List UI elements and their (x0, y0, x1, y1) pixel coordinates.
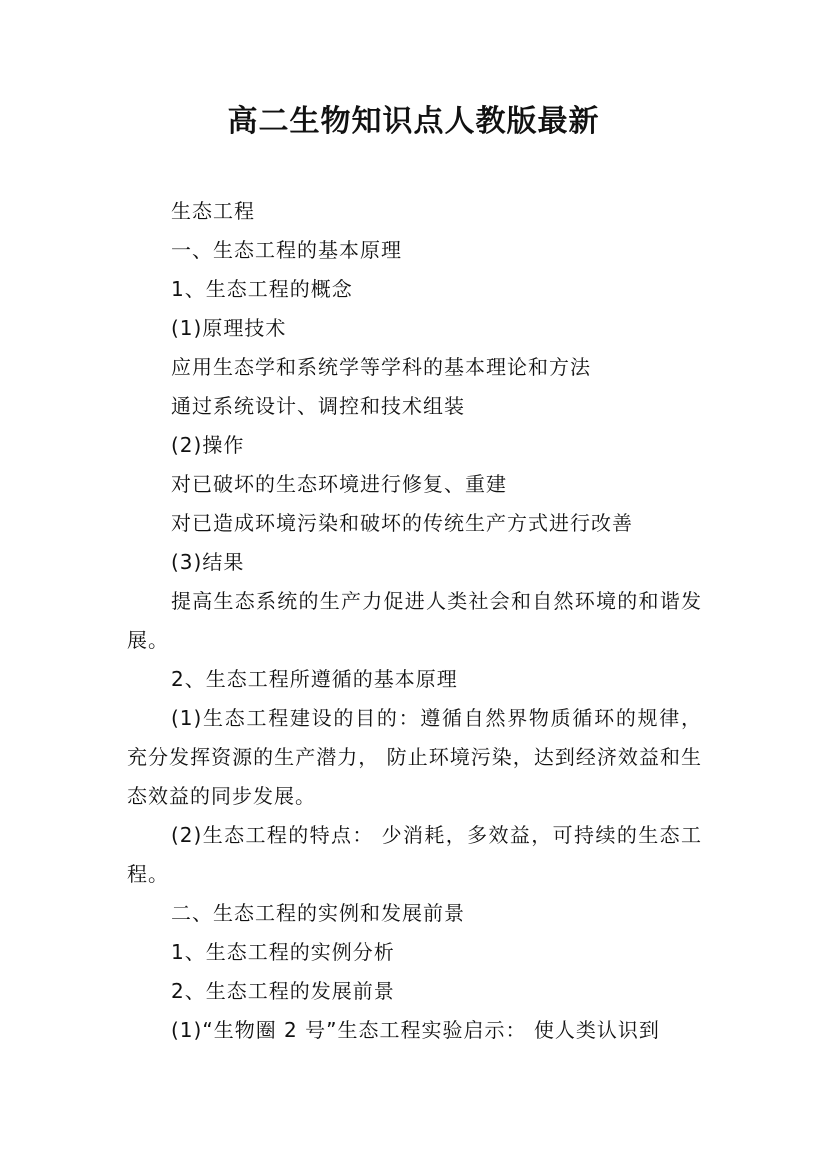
paragraph-subheading-2-2: 2、生态工程的发展前景 (171, 979, 395, 1003)
document-title: 高二生物知识点人教版最新 (227, 104, 600, 139)
paragraph-section-heading: 生态工程 (171, 199, 255, 223)
paragraph-text: 对已造成环境污染和破坏的传统生产方式进行改善 (171, 511, 633, 535)
paragraph-item-2: (2)操作 (171, 433, 245, 457)
paragraph-text: 通过系统设计、调控和技术组装 (171, 394, 465, 418)
paragraph-text: 应用生态学和系统学等学科的基本理论和方法 (171, 355, 591, 379)
paragraph-text: (2)生态工程的特点： 少消耗，多效益，可持续的生态工程。 (127, 823, 702, 886)
document-body (127, 192, 702, 1050)
paragraph-text: 提高生态系统的生产力促进人类社会和自然环境的和谐发展。 (127, 589, 702, 652)
paragraph-text: (1)生态工程建设的目的：遵循自然界物质循环的规律，充分发挥资源的生产潜力， 防止环境污染，达到经济效益和生态效益的同步发展。 (127, 706, 702, 808)
paragraph-subheading-2-1: 1、生态工程的实例分析 (171, 940, 395, 964)
paragraph-subheading-1-1: 1、生态工程的概念 (171, 277, 353, 301)
paragraph-item-3: (3)结果 (171, 550, 245, 574)
paragraph-heading-2: 二、生态工程的实例和发展前景 (171, 901, 465, 925)
paragraph-heading-1: 一、生态工程的基本原理 (171, 238, 402, 262)
paragraph-subheading-1-2: 2、生态工程所遵循的基本原理 (171, 667, 458, 691)
paragraph-text: (1)“生物圈 2 号”生态工程实验启示： 使人类认识到 (171, 1018, 660, 1042)
paragraph-item-1: (1)原理技术 (171, 316, 287, 340)
paragraph-text: 对已破坏的生态环境进行修复、重建 (171, 472, 507, 496)
